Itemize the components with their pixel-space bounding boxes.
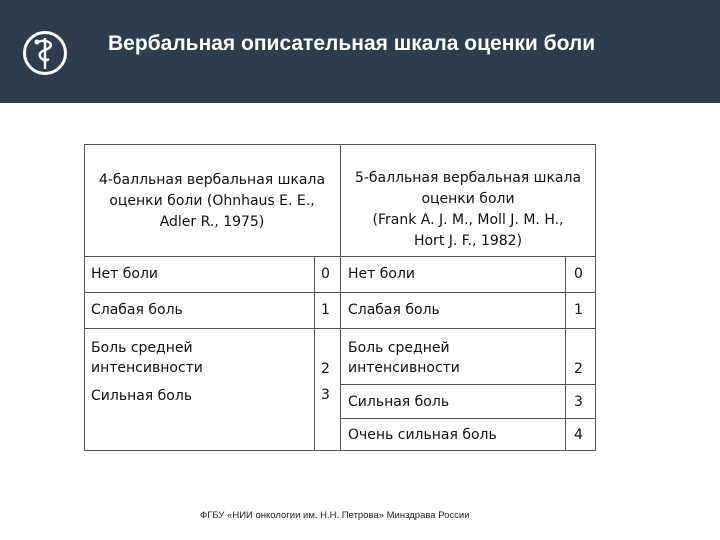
caduceus-icon (22, 30, 68, 76)
left-row-score: 3 (321, 387, 330, 403)
left-header-line-3: Adler R., 1975) (159, 214, 265, 230)
left-row-label: Слабая боль (91, 302, 183, 318)
left-row-label: Нет боли (91, 266, 158, 282)
right-row-label: Нет боли (348, 266, 415, 282)
right-row-label: Слабая боль (348, 302, 440, 318)
right-row-score: 0 (574, 266, 583, 282)
left-row-label: Боль средней (91, 340, 193, 356)
left-row-label-cont: интенсивности (91, 360, 203, 376)
right-row-label-cont: интенсивности (348, 360, 460, 376)
right-row-score: 2 (574, 361, 583, 377)
right-row-label: Боль средней (348, 340, 450, 356)
right-row-score: 1 (574, 302, 583, 318)
page-title: Вербальная описательная шкала оценки боли (108, 32, 596, 55)
left-header-line-2: оценки боли (Ohnhaus E. E., (109, 193, 315, 209)
left-row-label: Сильная боль (91, 388, 193, 404)
right-header-line-1: 5-балльная вербальная шкала (354, 170, 582, 186)
right-header-line-2: оценки боли (421, 191, 515, 207)
left-header-line-1: 4-балльная вербальная шкала (98, 172, 326, 188)
left-row-score: 0 (321, 266, 330, 282)
right-row-label: Очень сильная боль (348, 427, 497, 443)
right-row-score: 4 (574, 427, 583, 443)
header-bar (0, 0, 720, 103)
right-header-line-4: Hort J. F., 1982) (413, 233, 523, 249)
right-row-score: 3 (574, 394, 583, 410)
right-header-line-3: (Frank A. J. M., Moll J. M. H., (372, 212, 564, 228)
left-row-score: 2 (321, 361, 330, 377)
footer-text: ФГБУ «НИИ онкологии им. Н.Н. Петрова» Минздрава России (200, 510, 470, 521)
left-row-score: 1 (321, 302, 330, 318)
right-row-label: Сильная боль (348, 394, 450, 410)
